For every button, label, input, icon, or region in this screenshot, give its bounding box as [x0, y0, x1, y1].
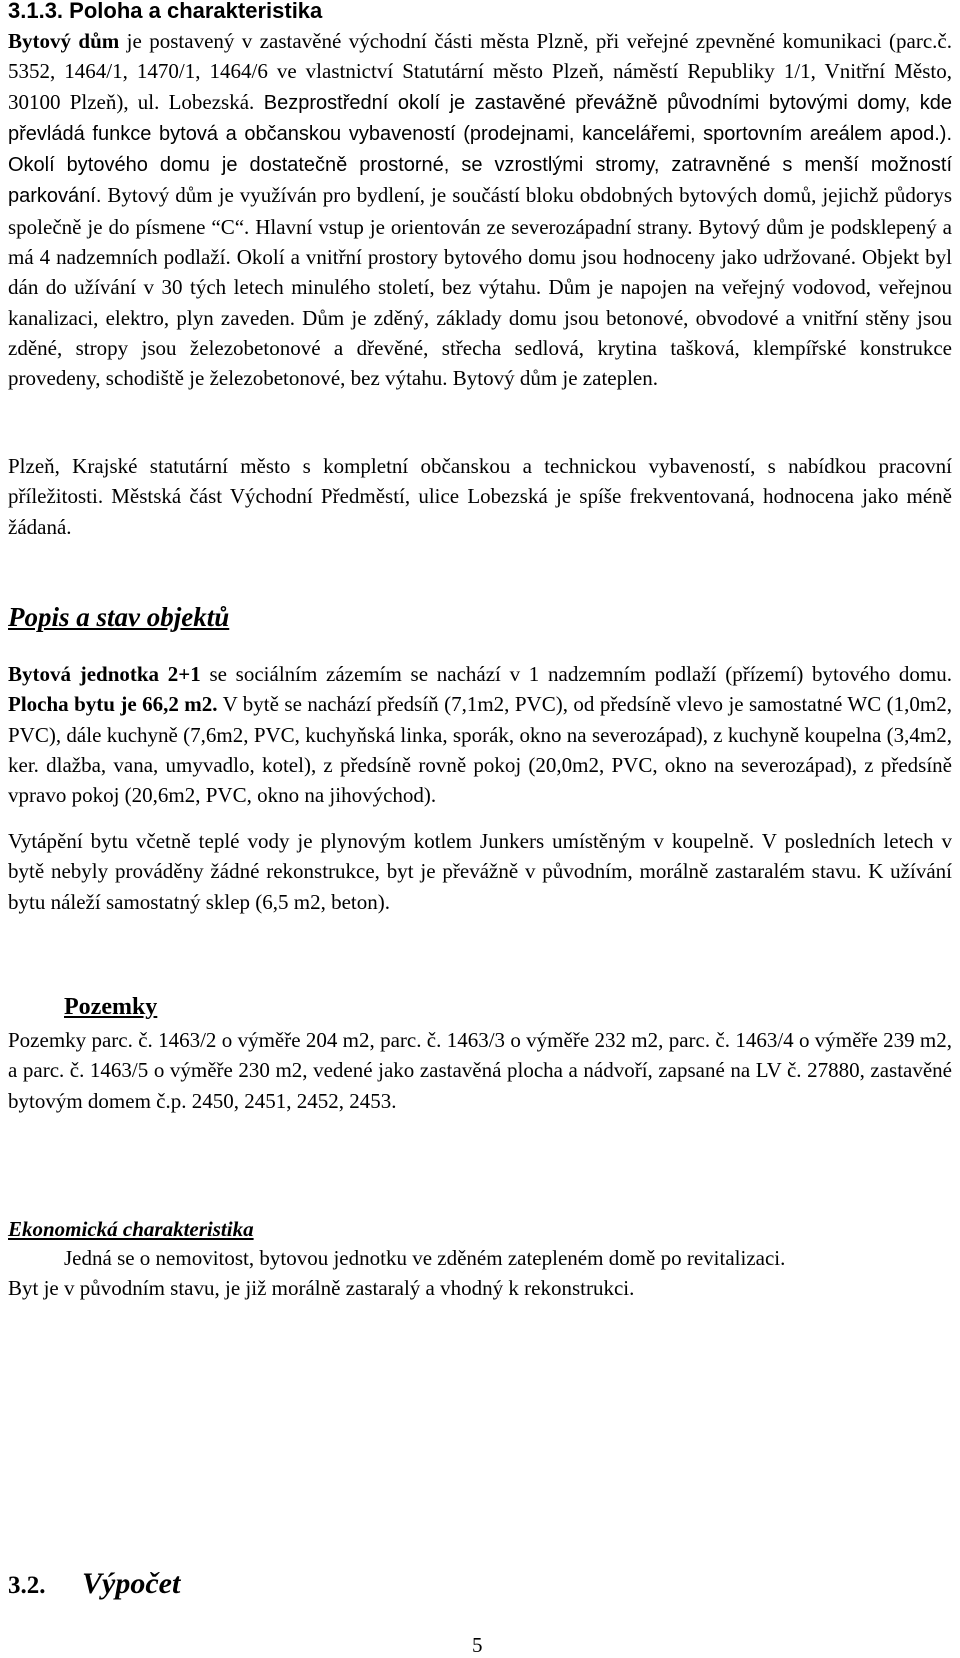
location-text-b: Bezprostřední okolí je zastavěné převážně původními bytovými domy, kde převládá funkce bytová a občanskou vybaveností (prodejnami, kancelářemi, sportovním areálem apod.). Okolí bytového domu je dostatečně prostorné, se vzrostlými stromy, zatravněné s menší možností parkování.: [8, 91, 953, 208]
building-description: Bytový dům je využíván pro bydlení, je součástí bloku obdobných bytových domů, jejichž půdorys společně je do písmene “C“. Hlavní vstup je orientován ze severozápadní strany. Bytový dům je podsklepený a má 4 nadzemních podlaží. Okolí a vnitřní prostory bytového domu jsou hodnoceny jako udržované. Objekt byl dán do užívání v 30 tých letech minulého století, bez výtahu. Dům je napojen na veřejný vodovod, veřejnou kanalizaci, elektro, plyn zaveden. Dům je zděný, základy domu jsou betonové, obvodové a vnitřní stěny jsou zděné, stropy jsou železobetonové a dřevěné, střecha sedlová, krytina tašková, klempířské konstrukce provedeny, schodiště je železobetonové, bez výtahu. Bytový dům je zateplen.: [8, 183, 952, 391]
ekonomicka-line-2: Byt je v původním stavu, je již morálně zastaralý a vhodný k rekonstrukci.: [8, 1276, 635, 1300]
location-paragraph: [8, 26, 952, 394]
pozemky-paragraph: Pozemky parc. č. 1463/2 o výměře 204 m2, parc. č. 1463/3 o výměře 232 m2, parc. č. 1463/4 o výměře 239 m2, a parc. č. 1463/5 o výměře 230 m2, vedené jako zastavěná plocha a nádvoří, zapsané na LV č. 27880, zastavěné bytovým domem č.p. 2450, 2451, 2452, 2453.: [8, 1028, 952, 1113]
ekonomicka-heading: Ekonomická charakteristika: [8, 1217, 254, 1241]
location-text-a: je postavený v zastavěné východní části města Plzně, při veřejné zpevněné komunikaci (parc.č. 5352, 1464/1, 1470/1, 1464/6 ve vlastnictví Statutární město Plzeň, náměstí Republiky 1/1, Vnitřní Město, 30100 Plzeň), ul. Lobezská.: [8, 29, 952, 114]
unit-area-bold: Plocha bytu je 66,2 m2.: [8, 692, 218, 717]
ekonomicka-line-1: Jedná se o nemovitost, bytovou jednotku ve zděném zatepleném domě po revitalizaci.: [64, 1246, 786, 1270]
page-number: 5: [472, 1633, 483, 1657]
popis-heading: Popis a stav objektů: [8, 602, 230, 632]
section-32-title: Výpočet: [82, 1567, 181, 1600]
unit-text-1: se sociálním zázemím se nachází v 1 nadzemním podlaží (přízemí) bytového domu.: [200, 662, 953, 686]
unit-type-bold: Bytová jednotka 2+1: [8, 662, 201, 686]
section-32-number: 3.2.: [8, 1572, 46, 1599]
city-paragraph: Plzeň, Krajské statutární město s kompletní občanskou a technickou vybaveností, s nabídkou pracovní příležitosti. Městská část Východní Předměstí, ulice Lobezská je spíše frekventovaná, hodnocena jako méně žádaná.: [8, 454, 952, 539]
location-lead-bold: Bytový dům: [8, 29, 120, 53]
pozemky-heading: Pozemky: [64, 994, 158, 1020]
section-313-heading: 3.1.3. Poloha a charakteristika: [8, 0, 323, 23]
heating-paragraph: Vytápění bytu včetně teplé vody je plynovým kotlem Junkers umístěným v koupelně. V posledních letech v bytě nebyly prováděny žádné rekonstrukce, byt je převážně v původním, morálně zastaralém stavu. K užívání bytu náleží samostatný sklep (6,5 m2, beton).: [8, 829, 952, 914]
unit-description: [8, 659, 952, 810]
unit-text-2: V bytě se nachází předsíň (7,1m2, PVC), od předsíně vlevo je samostatné WC (1,0m2, PVC), dále kuchyně (7,6m2, PVC, kuchyňská linka, sporák, okno na severozápad), z kuchyně koupelna (3,4m2, ker. dlažba, vana, umyvadlo, kotel), z předsíně rovně pokoj (20,0m2, PVC, okno na severozápad), z předsíně vpravo pokoj (20,6m2, PVC, okno na jihovýchod).: [8, 692, 952, 808]
